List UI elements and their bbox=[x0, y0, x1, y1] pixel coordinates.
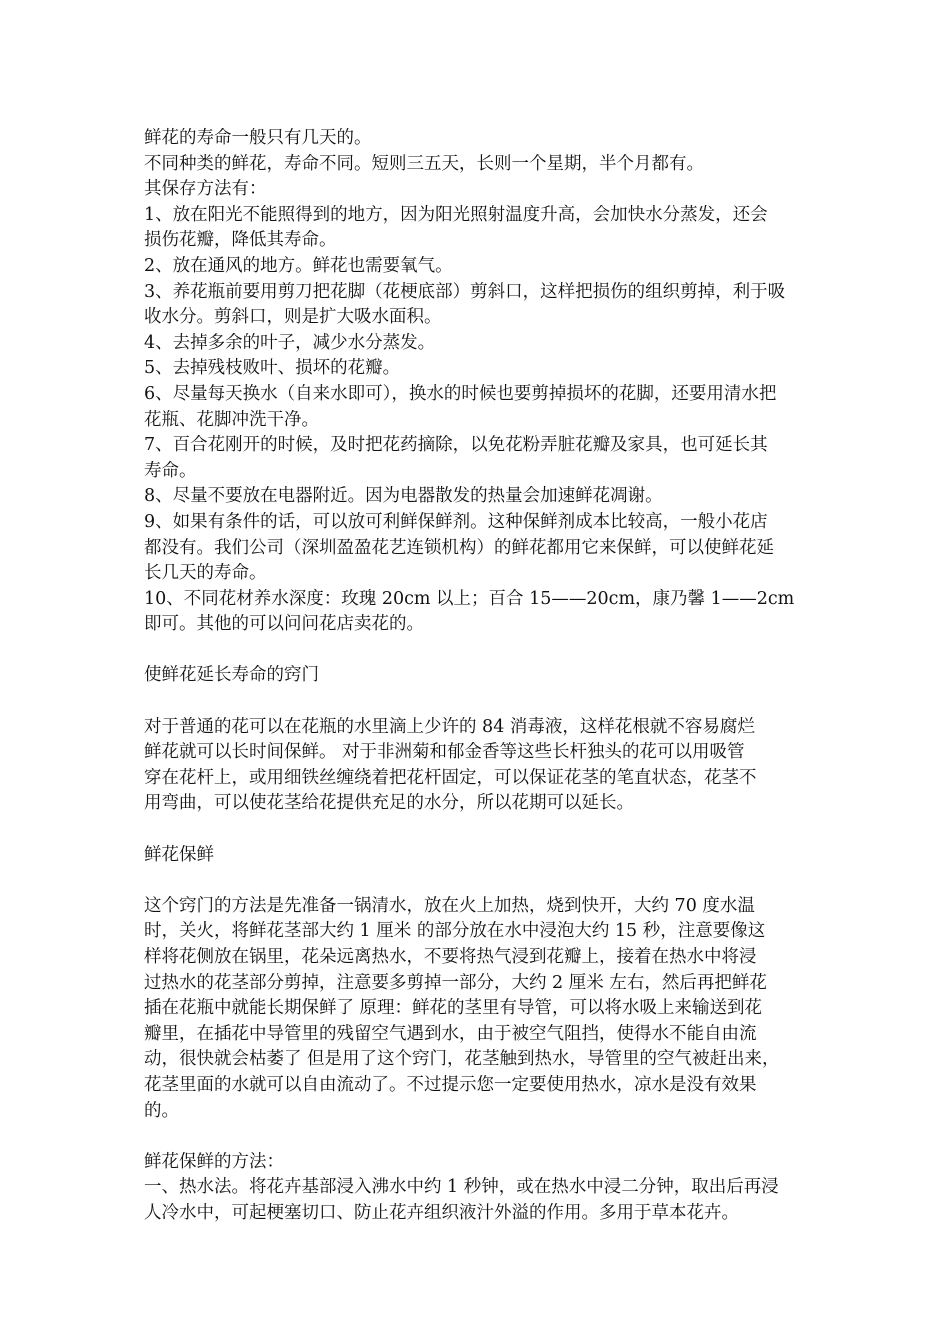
paragraph-line: 鲜花就可以长时间保鲜。 对于非洲菊和郁金香等这些长杆独头的花可以用吸管 bbox=[144, 742, 745, 763]
paragraph-line: 对于普通的花可以在花瓶的水里滴上少许的 84 消毒液，这样花根就不容易腐烂 bbox=[144, 716, 755, 737]
method-line: 花瓶、花脚冲洗干净。 bbox=[144, 409, 319, 430]
paragraph-gap bbox=[144, 868, 824, 894]
paragraph-line: 的。 bbox=[144, 1100, 179, 1121]
method-line: 1、放在阳光不能照得到的地方，因为阳光照射温度升高，会加快水分蒸发，还会 bbox=[144, 204, 768, 225]
method-line: 6、尽量每天换水（自来水即可），换水的时候也要剪掉损坏的花脚，还要用清水把 bbox=[144, 383, 777, 404]
section-title: 使鲜花延长寿命的窍门 bbox=[144, 665, 319, 686]
method-line: 长几天的寿命。 bbox=[144, 563, 267, 584]
method-line: 7、百合花刚开的时候，及时把花药摘除，以免花粉弄脏花瓣及家具，也可延长其 bbox=[144, 435, 768, 456]
paragraph-gap bbox=[144, 1124, 824, 1150]
method-line: 5、去掉残枝败叶、损坏的花瓣。 bbox=[144, 358, 401, 379]
method-line: 10、不同花材养水深度：玫瑰 20cm 以上；百合 15——20cm，康乃馨 1——2cm bbox=[144, 588, 795, 609]
paragraph-line: 样将花侧放在锅里，花朵远离热水，不要将热气浸到花瓣上，接着在热水中将浸 bbox=[144, 947, 757, 967]
paragraph-line: 人冷水中，可起梗塞切口、防止花卉组织液汁外溢的作用。多用于草本花卉。 bbox=[144, 1202, 739, 1223]
method-line: 2、放在通风的地方。鲜花也需要氧气。 bbox=[144, 255, 453, 276]
paragraph-line: 瓣里，在插花中导管里的残留空气遇到水，由于被空气阻挡，使得水不能自由流 bbox=[144, 1023, 757, 1044]
method-line: 寿命。 bbox=[144, 460, 197, 481]
paragraph-line: 时，关火，将鲜花茎部大约 1 厘米 的部分放在水中浸泡大约 15 秒，注意要像这 bbox=[144, 921, 766, 942]
paragraph-line: 动，很快就会枯萎了 但是用了这个窍门，花茎触到热水，导管里的空气被赶出来， bbox=[144, 1049, 780, 1070]
method-line: 3、养花瓶前要用剪刀把花脚（花梗底部）剪斜口，这样把损伤的组织剪掉，利于吸 bbox=[144, 281, 786, 302]
paragraph-line: 花茎里面的水就可以自由流动了。不过提示您一定要使用热水，凉水是没有效果 bbox=[144, 1074, 757, 1095]
paragraph-gap bbox=[144, 689, 824, 715]
section-title: 鲜花保鲜的方法： bbox=[144, 1151, 284, 1172]
method-line: 损伤花瓣，降低其寿命。 bbox=[144, 230, 337, 251]
method-line: 收水分。剪斜口，则是扩大吸水面积。 bbox=[144, 307, 442, 328]
paragraph-gap bbox=[144, 817, 824, 843]
method-line: 即可。其他的可以问问花店卖花的。 bbox=[144, 614, 424, 635]
paragraph-line: 这个窍门的方法是先准备一锅清水，放在火上加热，烧到快开，大约 70 度水温 bbox=[144, 895, 755, 916]
document-body bbox=[144, 126, 824, 1227]
paragraph-gap bbox=[144, 638, 824, 664]
method-line: 都没有。我们公司（深圳盈盈花艺连锁机构）的鲜花都用它来保鲜，可以使鲜花延 bbox=[144, 537, 774, 558]
paragraph-line: 插在花瓶中就能长期保鲜了 原理：鲜花的茎里有导管，可以将水吸上来输送到花 bbox=[144, 998, 763, 1019]
section-title: 鲜花保鲜 bbox=[144, 844, 214, 865]
paragraph-line: 过热水的花茎部分剪掉，注意要多剪掉一部分，大约 2 厘米 左右，然后再把鲜花 bbox=[144, 972, 767, 993]
intro-line: 不同种类的鲜花，寿命不同。短则三五天，长则一个星期，半个月都有。 bbox=[144, 153, 704, 174]
paragraph-line: 穿在花杆上，或用细铁丝缠绕着把花杆固定，可以保证花茎的笔直状态，花茎不 bbox=[144, 767, 757, 788]
method-line: 4、去掉多余的叶子，减少水分蒸发。 bbox=[144, 332, 436, 353]
intro-line: 鲜花的寿命一般只有几天的。 bbox=[144, 128, 372, 148]
paragraph-line: 一、热水法。将花卉基部浸入沸水中约 1 秒钟，或在热水中浸二分钟，取出后再浸 bbox=[144, 1177, 779, 1198]
method-line: 8、尽量不要放在电器附近。因为电器散发的热量会加速鲜花凋谢。 bbox=[144, 486, 663, 507]
intro-line: 其保存方法有： bbox=[144, 179, 267, 200]
method-line: 9、如果有条件的话，可以放可利鲜保鲜剂。这种保鲜剂成本比较高，一般小花店 bbox=[144, 511, 768, 532]
paragraph-line: 用弯曲，可以使花茎给花提供充足的水分，所以花期可以延长。 bbox=[144, 793, 634, 814]
